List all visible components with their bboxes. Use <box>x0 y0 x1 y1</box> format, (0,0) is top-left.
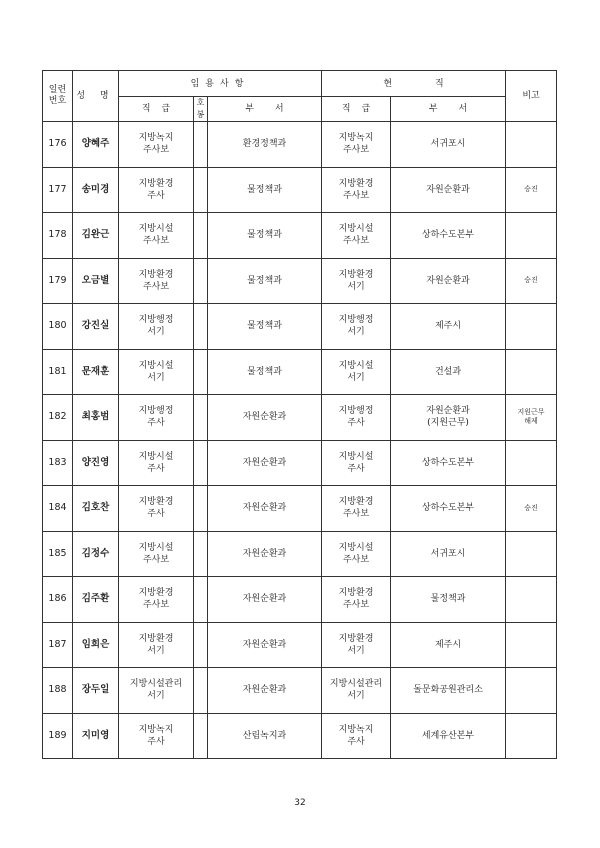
cell-appointment-dept: 자원순환과 <box>208 668 322 714</box>
cell-current-rank: 지방시설 주사 <box>322 440 391 486</box>
cell-name: 문재훈 <box>73 349 119 395</box>
cell-serial-no: 176 <box>43 122 73 168</box>
cell-hobong <box>194 304 208 350</box>
cell-current-dept: 자원순환과 <box>391 258 506 304</box>
cell-name: 장두일 <box>73 668 119 714</box>
table-row <box>43 622 557 668</box>
table-row <box>43 713 557 759</box>
table-row <box>43 577 557 623</box>
cell-note <box>506 213 557 259</box>
cell-appointment-rank: 지방시설관리 서기 <box>119 668 194 714</box>
cell-serial-no: 183 <box>43 440 73 486</box>
cell-appointment-rank: 지방녹지 주사보 <box>119 122 194 168</box>
cell-current-dept: 상하수도본부 <box>391 486 506 532</box>
cell-serial-no: 189 <box>43 713 73 759</box>
personnel-table <box>42 70 557 759</box>
cell-current-rank: 지방시설관리 서기 <box>322 668 391 714</box>
cell-appointment-dept: 자원순환과 <box>208 440 322 486</box>
cell-appointment-rank: 지방시설 주사보 <box>119 213 194 259</box>
page-number: 32 <box>294 798 306 808</box>
cell-serial-no: 187 <box>43 622 73 668</box>
cell-hobong <box>194 622 208 668</box>
cell-appointment-dept: 자원순환과 <box>208 531 322 577</box>
cell-serial-no: 188 <box>43 668 73 714</box>
cell-serial-no: 181 <box>43 349 73 395</box>
cell-serial-no: 178 <box>43 213 73 259</box>
cell-name: 김완근 <box>73 213 119 259</box>
table-row <box>43 258 557 304</box>
cell-hobong <box>194 440 208 486</box>
cell-serial-no: 177 <box>43 167 73 213</box>
cell-appointment-dept: 자원순환과 <box>208 577 322 623</box>
cell-hobong <box>194 531 208 577</box>
table-row <box>43 213 557 259</box>
header-name: 성 명 <box>73 71 119 122</box>
cell-appointment-dept: 산림녹지과 <box>208 713 322 759</box>
table-row <box>43 167 557 213</box>
cell-current-dept: 서귀포시 <box>391 531 506 577</box>
cell-note <box>506 531 557 577</box>
cell-serial-no: 185 <box>43 531 73 577</box>
cell-current-rank: 지방녹지 주사 <box>322 713 391 759</box>
header-appointment: 임용사항 <box>119 71 322 97</box>
cell-current-rank: 지방시설 서기 <box>322 349 391 395</box>
header-serial-no: 일련 번호 <box>43 71 73 122</box>
cell-current-dept: 제주시 <box>391 622 506 668</box>
cell-appointment-rank: 지방녹지 주사 <box>119 713 194 759</box>
cell-name: 임희은 <box>73 622 119 668</box>
header-hobong: 호봉 <box>194 97 208 122</box>
table-row <box>43 668 557 714</box>
cell-serial-no: 179 <box>43 258 73 304</box>
cell-appointment-dept: 환경정책과 <box>208 122 322 168</box>
cell-name: 김정수 <box>73 531 119 577</box>
cell-current-dept: 상하수도본부 <box>391 213 506 259</box>
table-row <box>43 395 557 441</box>
cell-appointment-dept: 물정책과 <box>208 213 322 259</box>
cell-serial-no: 186 <box>43 577 73 623</box>
cell-note <box>506 440 557 486</box>
cell-current-rank: 지방환경 주사보 <box>322 577 391 623</box>
cell-note <box>506 668 557 714</box>
cell-appointment-dept: 자원순환과 <box>208 395 322 441</box>
cell-hobong <box>194 577 208 623</box>
cell-current-dept: 세계유산본부 <box>391 713 506 759</box>
cell-appointment-rank: 지방시설 서기 <box>119 349 194 395</box>
cell-appointment-rank: 지방환경 주사 <box>119 486 194 532</box>
cell-note: 승진 <box>506 258 557 304</box>
cell-current-dept: 돌문화공원관리소 <box>391 668 506 714</box>
header-current-dept: 부 서 <box>391 97 506 122</box>
cell-name: 양혜주 <box>73 122 119 168</box>
cell-current-dept: 자원순환과 <box>391 167 506 213</box>
cell-note <box>506 304 557 350</box>
header-rank: 직 급 <box>119 97 194 122</box>
cell-current-dept: 자원순환과 (지원근무) <box>391 395 506 441</box>
cell-hobong <box>194 395 208 441</box>
cell-note <box>506 349 557 395</box>
cell-appointment-rank: 지방행정 주사 <box>119 395 194 441</box>
cell-note <box>506 122 557 168</box>
cell-hobong <box>194 349 208 395</box>
cell-appointment-dept: 자원순환과 <box>208 622 322 668</box>
cell-note <box>506 713 557 759</box>
cell-name: 김주환 <box>73 577 119 623</box>
cell-serial-no: 180 <box>43 304 73 350</box>
cell-name: 송미경 <box>73 167 119 213</box>
cell-appointment-rank: 지방환경 서기 <box>119 622 194 668</box>
cell-appointment-rank: 지방환경 주사 <box>119 167 194 213</box>
table-row <box>43 304 557 350</box>
cell-current-rank: 지방시설 주사보 <box>322 531 391 577</box>
cell-hobong <box>194 167 208 213</box>
header-note: 비고 <box>506 71 557 122</box>
cell-current-dept: 서귀포시 <box>391 122 506 168</box>
cell-note: 승진 <box>506 486 557 532</box>
cell-current-rank: 지방환경 주사보 <box>322 486 391 532</box>
cell-current-rank: 지방행정 서기 <box>322 304 391 350</box>
header-current-rank: 직 급 <box>322 97 391 122</box>
cell-name: 양진영 <box>73 440 119 486</box>
cell-hobong <box>194 713 208 759</box>
cell-note: 지원근무 해제 <box>506 395 557 441</box>
cell-serial-no: 184 <box>43 486 73 532</box>
cell-name: 지미영 <box>73 713 119 759</box>
cell-appointment-rank: 지방행정 서기 <box>119 304 194 350</box>
table-row <box>43 122 557 168</box>
header-dept: 부 서 <box>208 97 322 122</box>
cell-hobong <box>194 486 208 532</box>
header-current: 현 직 <box>322 71 506 97</box>
cell-name: 최홍범 <box>73 395 119 441</box>
table-row <box>43 440 557 486</box>
cell-name: 강진실 <box>73 304 119 350</box>
cell-appointment-rank: 지방시설 주사 <box>119 440 194 486</box>
cell-serial-no: 182 <box>43 395 73 441</box>
cell-current-dept: 상하수도본부 <box>391 440 506 486</box>
cell-hobong <box>194 668 208 714</box>
table-row <box>43 531 557 577</box>
cell-note <box>506 577 557 623</box>
cell-appointment-dept: 물정책과 <box>208 304 322 350</box>
cell-current-rank: 지방시설 주사보 <box>322 213 391 259</box>
cell-appointment-dept: 자원순환과 <box>208 486 322 532</box>
table-row <box>43 486 557 532</box>
cell-current-dept: 물정책과 <box>391 577 506 623</box>
cell-appointment-dept: 물정책과 <box>208 258 322 304</box>
cell-current-rank: 지방녹지 주사보 <box>322 122 391 168</box>
cell-appointment-rank: 지방시설 주사보 <box>119 531 194 577</box>
cell-name: 김호찬 <box>73 486 119 532</box>
cell-current-rank: 지방환경 서기 <box>322 622 391 668</box>
table-row <box>43 349 557 395</box>
cell-hobong <box>194 258 208 304</box>
cell-appointment-dept: 물정책과 <box>208 349 322 395</box>
cell-appointment-dept: 물정책과 <box>208 167 322 213</box>
cell-hobong <box>194 122 208 168</box>
cell-appointment-rank: 지방환경 주사보 <box>119 258 194 304</box>
cell-note <box>506 622 557 668</box>
cell-current-dept: 제주시 <box>391 304 506 350</box>
cell-current-rank: 지방행정 주사 <box>322 395 391 441</box>
cell-current-dept: 건설과 <box>391 349 506 395</box>
cell-appointment-rank: 지방환경 주사보 <box>119 577 194 623</box>
cell-hobong <box>194 213 208 259</box>
cell-current-rank: 지방환경 서기 <box>322 258 391 304</box>
cell-current-rank: 지방환경 주사보 <box>322 167 391 213</box>
cell-name: 오금별 <box>73 258 119 304</box>
cell-note: 승진 <box>506 167 557 213</box>
